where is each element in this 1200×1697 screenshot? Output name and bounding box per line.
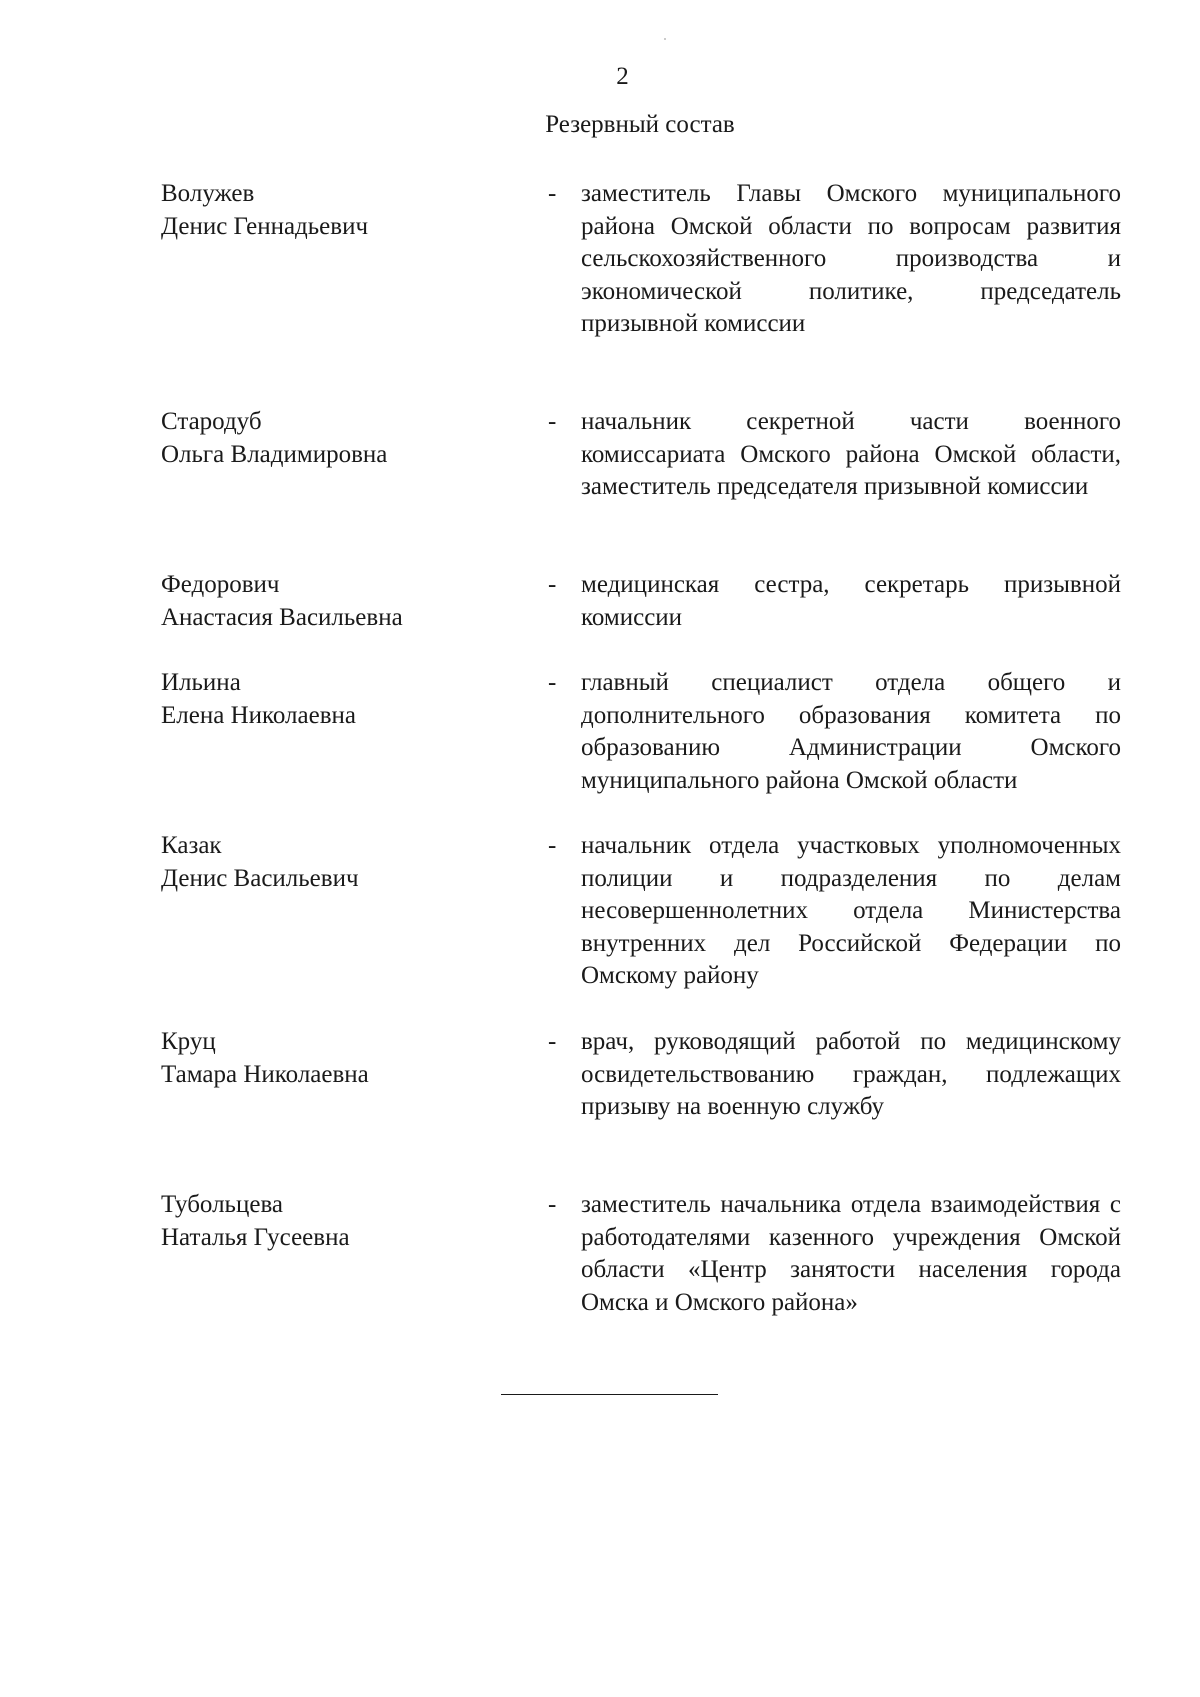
page-number: 2 bbox=[616, 63, 629, 90]
member-given-names: Тамара Николаевна bbox=[161, 1060, 369, 1088]
end-of-document-rule bbox=[501, 1394, 718, 1395]
member-role: медицинская сестра, секретарь призывной комиссии bbox=[581, 571, 1121, 631]
member-given-names: Наталья Гусеевна bbox=[161, 1223, 350, 1251]
entry-separator: - bbox=[548, 1191, 557, 1218]
member-name bbox=[161, 1026, 541, 1091]
member-name bbox=[161, 1189, 541, 1254]
scan-speck bbox=[664, 38, 666, 40]
member-surname: Волужев bbox=[161, 180, 255, 207]
entry-separator: - bbox=[548, 571, 557, 598]
member-given-names: Денис Геннадьевич bbox=[161, 212, 369, 240]
member-name bbox=[161, 569, 541, 634]
member-name bbox=[161, 667, 541, 732]
entry-separator: - bbox=[548, 180, 557, 207]
member-role: врач, руководящий работой по медицинскому освидетельствованию граждан, подлежащих призыву на военную службу bbox=[581, 1028, 1121, 1120]
member-role: начальник секретной части военного комиссариата Омского района Омской области, заместитель председателя призывной комиссии bbox=[581, 408, 1121, 500]
member-surname: Тубольцева bbox=[161, 1191, 284, 1218]
member-given-names: Денис Васильевич bbox=[161, 864, 359, 892]
entry-separator: - bbox=[548, 1028, 557, 1055]
member-surname: Стародуб bbox=[161, 408, 262, 435]
member-name bbox=[161, 178, 541, 243]
member-role: заместитель Главы Омского муниципального района Омской области по вопросам развития сельскохозяйственного производства и экономической политике, председатель призывной комиссии bbox=[581, 180, 1121, 337]
member-name bbox=[161, 830, 541, 895]
member-given-names: Елена Николаевна bbox=[161, 701, 356, 729]
entry-separator: - bbox=[548, 832, 557, 859]
member-surname: Казак bbox=[161, 832, 222, 859]
member-role: заместитель начальника отдела взаимодействия с работодателями казенного учреждения Омской области «Центр занятости населения города Омска и Омского района» bbox=[581, 1191, 1121, 1316]
entry-separator: - bbox=[548, 669, 557, 696]
member-surname: Ильина bbox=[161, 669, 241, 696]
section-title: Резервный состав bbox=[545, 111, 735, 138]
member-surname: Федорович bbox=[161, 571, 280, 598]
member-name bbox=[161, 406, 541, 471]
member-given-names: Ольга Владимировна bbox=[161, 440, 388, 468]
member-surname: Круц bbox=[161, 1028, 216, 1055]
entry-separator: - bbox=[548, 408, 557, 435]
member-given-names: Анастасия Васильевна bbox=[161, 603, 403, 631]
member-role: главный специалист отдела общего и дополнительного образования комитета по образованию Администрации Омского муниципального района Омской области bbox=[581, 669, 1121, 794]
member-role: начальник отдела участковых уполномоченных полиции и подразделения по делам несовершеннолетних отдела Министерства внутренних дел Российской Федерации по Омскому району bbox=[581, 832, 1121, 989]
